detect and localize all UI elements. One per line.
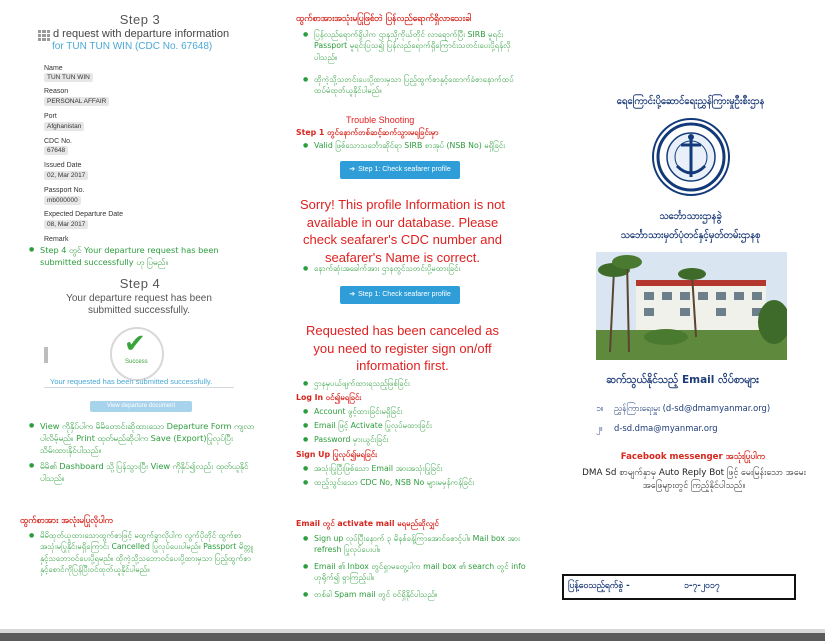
unused-note-1: ● ပြန်လည်ရောက်ရှိပါက ဌာနသို့ကိုယ်တိုင် လာရောက်ပြီး SIRB မူရင်း Passport မူရင်းပြသ၍ ပြန်လည်ရောက်ရှိကြောင်းသတင်းပေးပို့ရန်လိုပါသည်။: [314, 29, 529, 63]
canceled-message: Requested has been canceled as you need to register sign on/off information first.: [306, 323, 499, 373]
view-departure-button[interactable]: View departure document: [90, 401, 192, 412]
note-step4: ● Step 4 တွင် Your departure request has been submitted successfully ဟု ပြမည်။: [40, 244, 250, 268]
view-note-2: ● မိမိ၏ Dashboard သို့ပြန်သွားပြီး View ကိုနှိပ်၍လည်း ထုတ်ယူနိုင်ပါသည်။: [40, 460, 255, 484]
facebook-title: Facebook messenger အသုံးပြုပါက: [620, 452, 766, 462]
section-title-1: သင်္ဘောသားဌာနခွဲ: [659, 211, 722, 222]
trouble-title: Trouble Shooting: [346, 115, 415, 125]
field-label-port: Port: [44, 113, 57, 120]
email-note-3: ● တစ်ခါ Spam mail တွင် ဝင်ရှိနိုင်ပါသည်။: [314, 589, 529, 600]
field-value-departure: 08, Mar 2017: [44, 220, 88, 229]
department-title: ရေကြောင်းပို့ဆောင်ရေးညွှန်ကြားမှုဦးစီးဌာန: [616, 96, 765, 107]
canceled-note: ● ဌာနမှပယ်ဖျက်ထားရသည့်ဖြစ်ခြင်း: [314, 378, 529, 389]
unused-note-2: ● ထိုကဲ့သို့သတင်းပေးပို့ထားမှသာ ပြည့်ထွက်စာနှင့်ထောက်ခံစာနောက်ထပ် ထပ်မံထုတ်ယူနိုင်ပါမည်။: [314, 74, 529, 97]
issue-date-label: ပြန့်ဝေသည့်ရက်စွဲ -: [568, 581, 630, 591]
field-label-cdc: CDC No.: [44, 138, 73, 145]
section-title-2: သင်္ဘောသားမှတ်ပုံတင်နှင့်မှတ်တမ်းဌာနစု: [620, 230, 761, 241]
step3-line1: d request with departure information: [53, 28, 230, 40]
field-label-name: Name: [44, 65, 63, 72]
field-label-reason: Reason: [44, 88, 69, 95]
signup-note-2: ● ထည့်သွင်းသော CDC No, NSB No များမမှန်ကန်ခြင်း: [314, 477, 529, 488]
check-profile-label-2: Step 1: Check seafarer profile: [358, 291, 451, 298]
signup-heading: Sign Up ပြုလုပ်၍မရခြင်း: [296, 450, 378, 459]
step3-title: Step 3: [119, 12, 161, 27]
dma-logo: [652, 118, 730, 196]
grid-icon: [38, 30, 50, 41]
sorry-note: ● နောက်ဆုံးအခေါက်အား ဌာနတွင်သတင်းပို့မထားခြင်း: [314, 263, 529, 274]
login-note-3: ● Password မှားယွင်းခြင်း: [314, 434, 529, 445]
field-label-departure: Expected Departure Date: [44, 211, 123, 218]
step4-title: Step 4: [119, 276, 161, 291]
building-image: [596, 252, 787, 360]
login-note-1: ● Account ဖွင့်ထားခြင်းမရှိခြင်း: [314, 406, 529, 417]
field-value-reason: PERSONAL AFFAIR: [44, 97, 109, 106]
email-item-2-num: ၂။: [596, 423, 603, 433]
email-item-1-num: ၁။: [596, 403, 604, 413]
email-contacts-title: ဆက်သွယ်နိုင်သည့် Email လိပ်စာများ: [606, 374, 759, 386]
view-note-1: ● View ကိုနှိပ်ပါက မိမိတောင်းဆိုထားသော Departure Form ကျလာပါလိမ့်မည်။ Print ထုတ်မည်ဆိုပါက Save (Export)ပြုလုပ်ပြီးသိမ်းထားနိုင်ပါသည်။: [40, 420, 255, 456]
dma-bot-note: DMA Sd စာမျက်နှာမှ Auto Reply Bot ဖြင့် မေးမြန်းသော အမေးအဖြေများတွင် ကြည့်နိုင်ပါသည်။: [582, 468, 806, 491]
email-note-1: ● Sign up လုပ်ပြီးနောက် ၃ မိနစ်ခန့်ကြာအောင်စောင့်ပါ။ Mail box အား refresh ပြုလုပ်ပေးပါ။: [314, 533, 529, 556]
login-note-2: ● Email ဖြင့် Activate ပြုလုပ်မထားခြင်း: [314, 420, 529, 431]
building-photo: [596, 252, 787, 360]
unused-heading: ထွက်စာအားအသုံးမပြုဖြစ်ဘဲ ပြန်လည်ရောက်ရှိလာသေးခါ: [296, 14, 472, 24]
field-label-issued: Issued Date: [44, 162, 82, 169]
field-value-cdc: 67648: [44, 146, 68, 155]
check-icon: ✔: [124, 329, 146, 359]
signup-note-1: ● အသုံးပြုပြီးဖြစ်သော Email အားအသုံးပြုခြင်း: [314, 463, 529, 474]
cancel-note: ● မိမိထုတ်ယူထားသောထွက်စာဖြင့် မထွက်ခွာလိုပါက လွက်ပိုတိုင် ထွက်စာအသုံးမပြုနိုင်းမရှိကြောင်း Cancelled ပြုလုပ်ပေးပါမည်။ Passport မိတ္တူနှင့်သဘောဝင်ပေးပို့ရမည်။ ထိုကဲ့သို့သဘောဝင်ပေးပို့ထားမှသာ ပြည့်ထွက်စာနှင့်စောင်ကိုပြန်ပြီးဝင်ထုတ်ယူနိုင်ပါမည်။: [40, 530, 255, 576]
arrow-icon: ➔: [349, 166, 356, 173]
check-profile-label: Step 1: Check seafarer profile: [358, 166, 451, 173]
arrow-icon-2: ➔: [349, 291, 356, 298]
field-value-name: TUN TUN WIN: [44, 73, 93, 82]
submitted-text: Your requested has been submitted successfully.: [50, 377, 213, 386]
scrollbar-handle[interactable]: [44, 347, 48, 363]
field-label-remark: Remark: [44, 236, 69, 243]
issue-date-box: [562, 574, 796, 600]
step3-line2: for TUN TUN WIN (CDC No. 67648): [52, 41, 213, 52]
divider: [44, 387, 234, 388]
cancel-heading: ထွက်စာအား အလုံးမပြုလိုပါက: [20, 516, 113, 526]
field-label-passport: Passport No.: [44, 187, 85, 194]
login-heading: Log In ဝင်၍မရခြင်း: [296, 393, 362, 402]
anchor-icon: [654, 120, 728, 194]
field-value-issued: 02, Mar 2017: [44, 171, 88, 180]
page-bottom-bar: [0, 633, 825, 641]
email-note-2: ● Email ၏ Inbox တွင်ရှာမတွေ့ပါက mail box ၏ search တွင် info ဟုရိုက်၍ ရှာကြည့်ပါ။: [314, 561, 529, 584]
field-value-port: Afghanistan: [44, 122, 84, 131]
check-profile-button-2[interactable]: [340, 286, 460, 304]
email-heading: Email တွင် activate mail မရမည်ဆိုလျှင်: [296, 519, 439, 528]
issue-date-value: ၁-၇-၂၀၁၇: [684, 581, 720, 591]
field-value-passport: mb000000: [44, 196, 81, 205]
email-item-2[interactable]: d-sd.dma@myanmar.org: [614, 423, 718, 433]
email-item-1[interactable]: ညွှန်ကြားရေးမှူး (d-sd@dmamyanmar.org): [614, 403, 771, 413]
step4-message: Your departure request has been submitted successfully.: [66, 293, 212, 316]
sorry-message: Sorry! This profile Information is not available in our database. Please check seafarer's CDC number and seafarer's Name is correct.: [300, 197, 505, 265]
check-profile-button[interactable]: [340, 161, 460, 179]
trouble-step: Step 1 တွင်နောက်တစ်ဆင့်ဆက်သွားမရခြင်းမှာ: [296, 128, 439, 137]
trouble-note: ● Valid ဖြစ်သောသင်္ဘောဆိုင်ရာ SIRB စာအုပ် (NSB No) မရှိခြင်း: [314, 140, 529, 151]
success-label: Success: [125, 359, 148, 365]
